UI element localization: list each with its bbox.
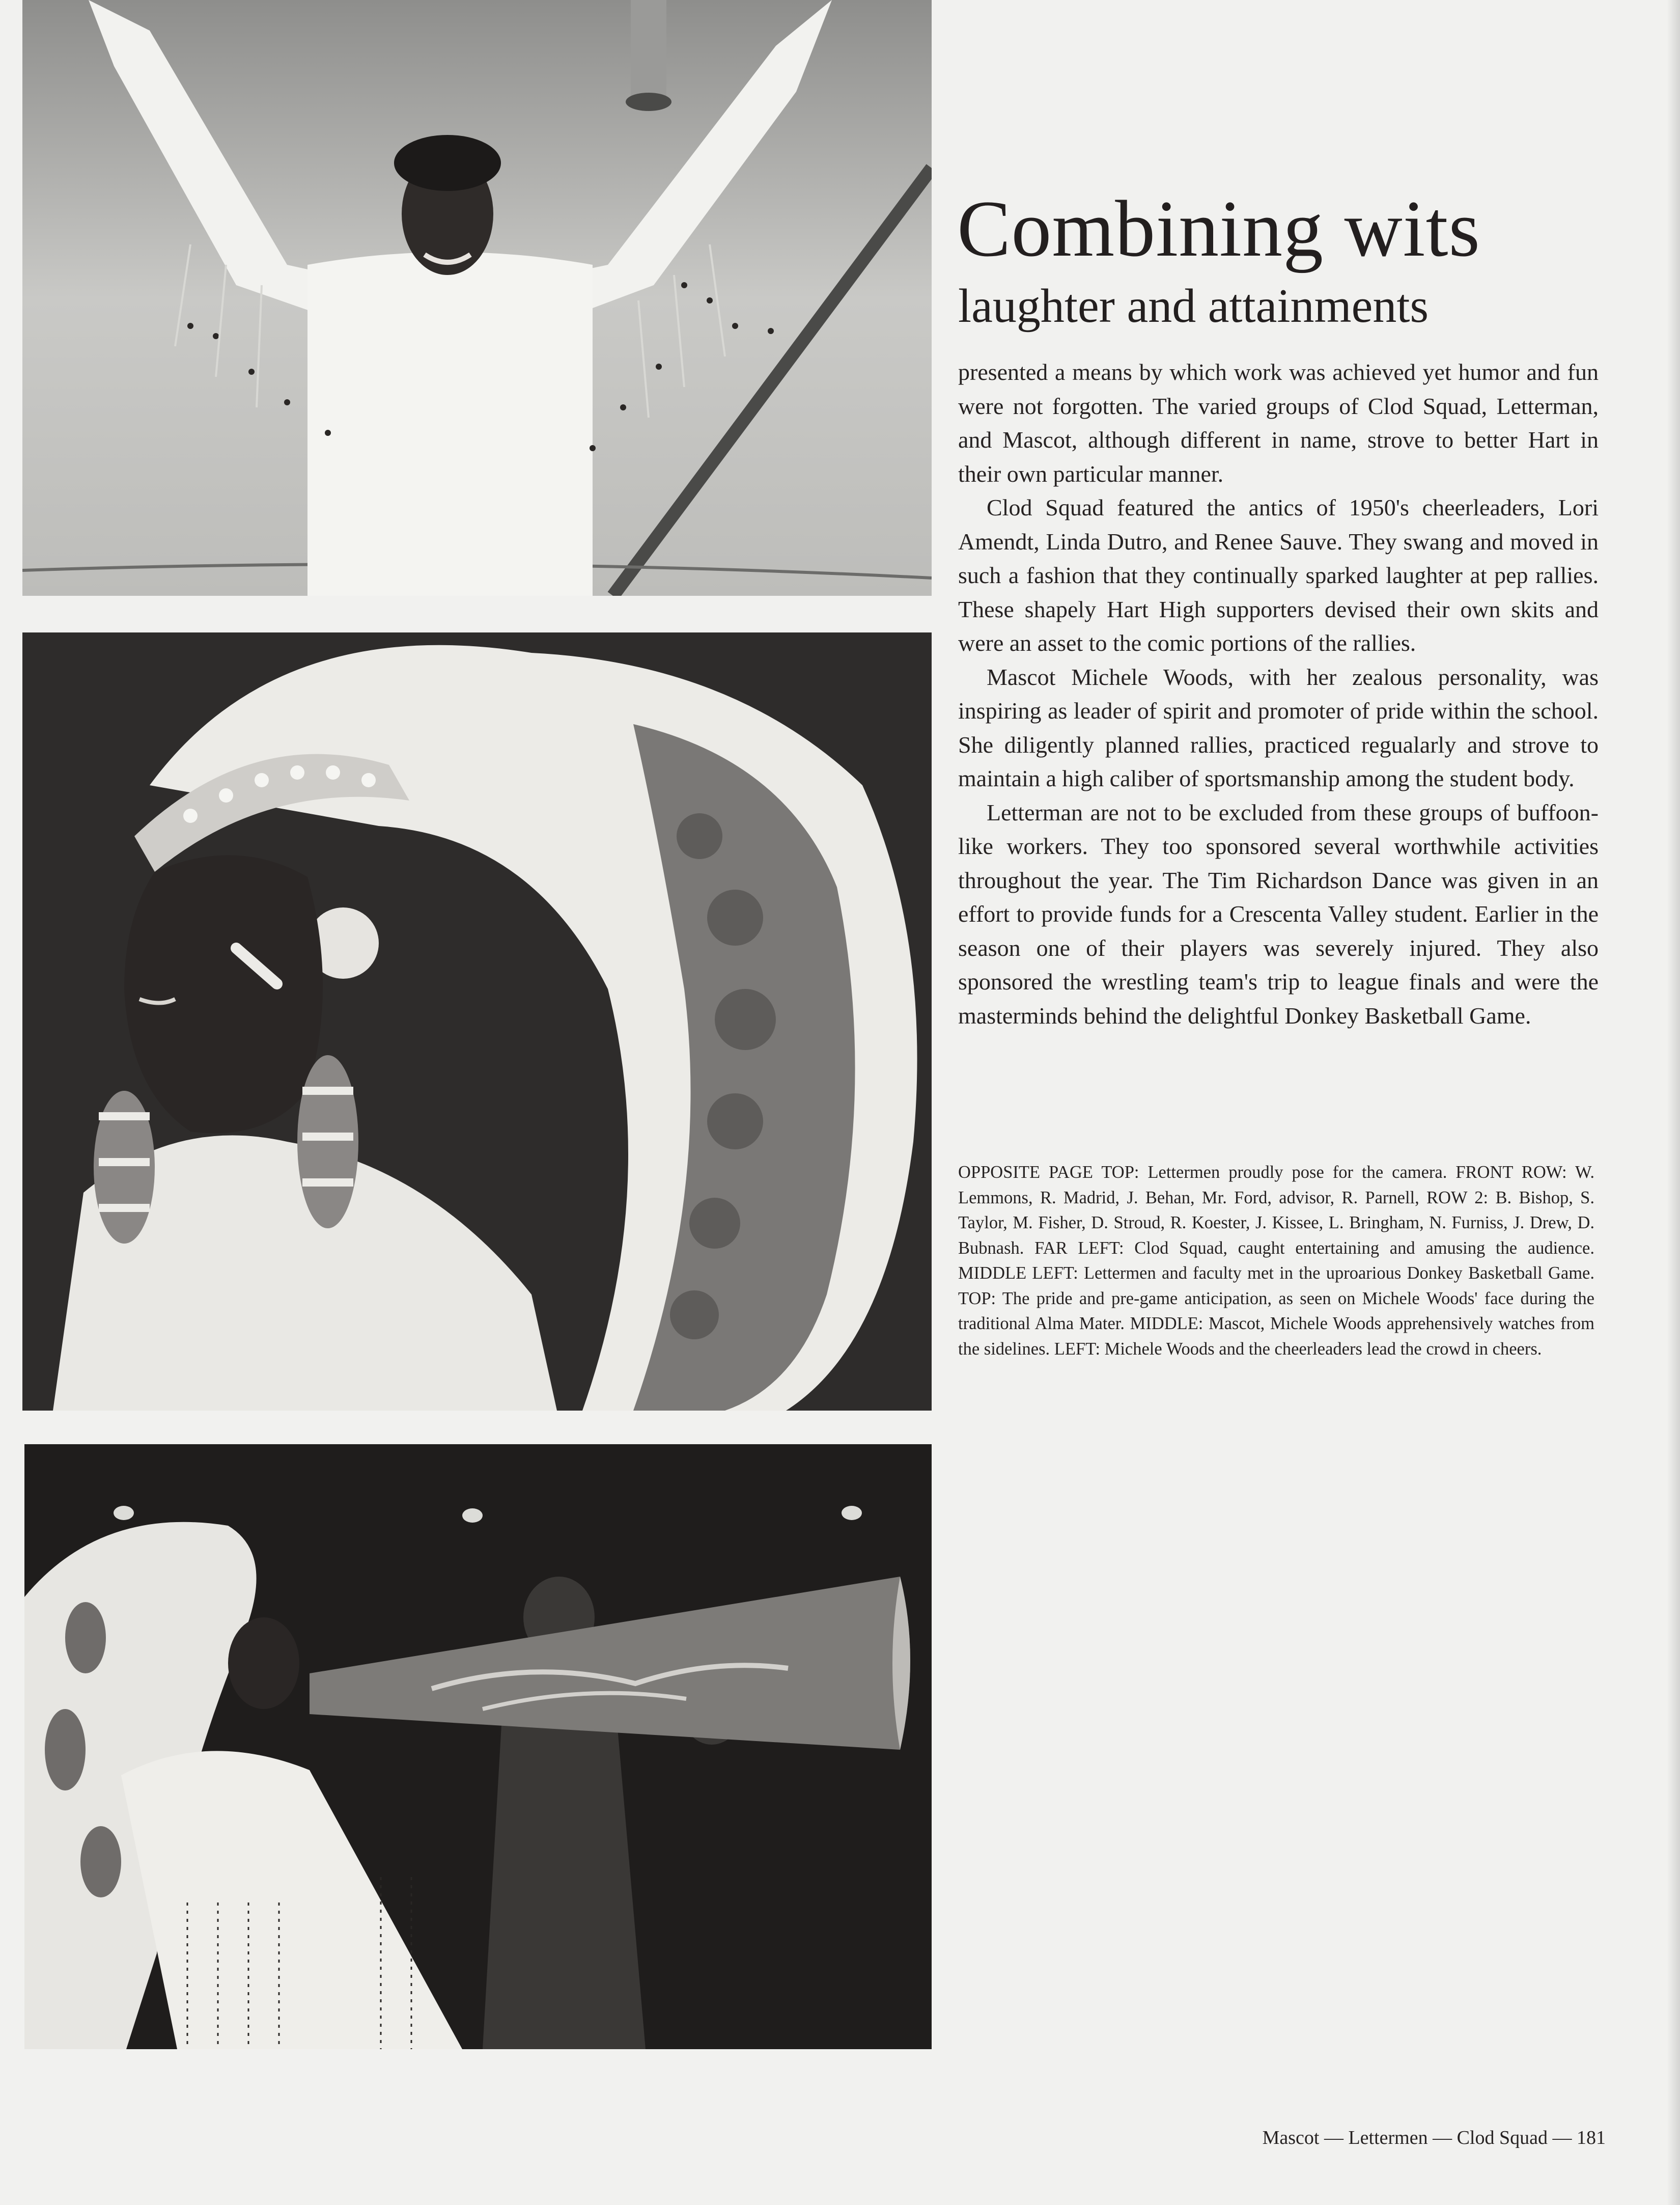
page-title: Combining wits [957, 184, 1480, 273]
page-subtitle: laughter and attainments [958, 280, 1429, 333]
article-body [958, 355, 1599, 1033]
photo-caption: OPPOSITE PAGE TOP: Lettermen proudly pose for the camera. FRONT ROW: W. Lemmons, R. Madrid, J. Behan, Mr. Ford, advisor, R. Parnell, ROW 2: B. Bishop, S. Taylor, M. Fisher, D. Stroud, R. Koester, J. Kissee, L. Bringham, N. Furniss, J. Drew, D. Bubnash. FAR LEFT: Clod Squad, caught entertaining and amusing the audience. MIDDLE LEFT: Lettermen and faculty met in the uproarious Donkey Basketball Game. TOP: The pride and pre-game anticipation, as seen on Michele Woods' face during the traditional Alma Mater. MIDDLE: Mascot, Michele Woods apprehensively watches from the sidelines. LEFT: Michele Woods and the cheerleaders lead the crowd in cheers. [958, 1163, 1594, 1359]
photo-mascot-arms-raised-image [22, 0, 932, 596]
body-paragraph: Mascot Michele Woods, with her zealous personality, was inspiring as leader of spirit and promoter of pride within the school. She diligently planned rallies, practiced regualarly and strove to maintain a high caliber of sportsmanship among the student body. [958, 664, 1599, 791]
page-edge-shadow [1667, 0, 1680, 2205]
photo-mascot-arms-raised [22, 0, 932, 596]
body-paragraph: presented a means by which work was achieved yet humor and fun were not forgotten. The varied groups of Clod Squad, Letterman, and Mascot, although different in name, strove to better Hart in their own particular manner. [958, 359, 1599, 487]
body-paragraph: Letterman are not to be excluded from these groups of buffoon-like workers. They too sponsored several worthwhile activities throughout the year. The Tim Richardson Dance was given in an effort to provide funds for a Crescenta Valley student. Earlier in the season one of their players was severely injured. They also sponsored the wrestling team's trip to league finals and were the masterminds behind the delightful Donkey Basketball Game. [958, 799, 1599, 1029]
page-footer: Mascot — Lettermen — Clod Squad — 181 [1262, 2127, 1606, 2148]
photo-mascot-headdress-closeup-image [22, 632, 932, 1411]
photo-mascot-megaphone-image [24, 1444, 932, 2049]
photo-mascot-headdress-closeup [22, 632, 932, 1411]
photo-mascot-megaphone [24, 1444, 932, 2049]
body-paragraph: Clod Squad featured the antics of 1950's cheerleaders, Lori Amendt, Linda Dutro, and Renee Sauve. They swang and moved in such a fashion that they continually sparked laughter at pep rallies. These shapely Hart High supporters devised their own skits and were an asset to the comic portions of the rallies. [958, 494, 1599, 656]
